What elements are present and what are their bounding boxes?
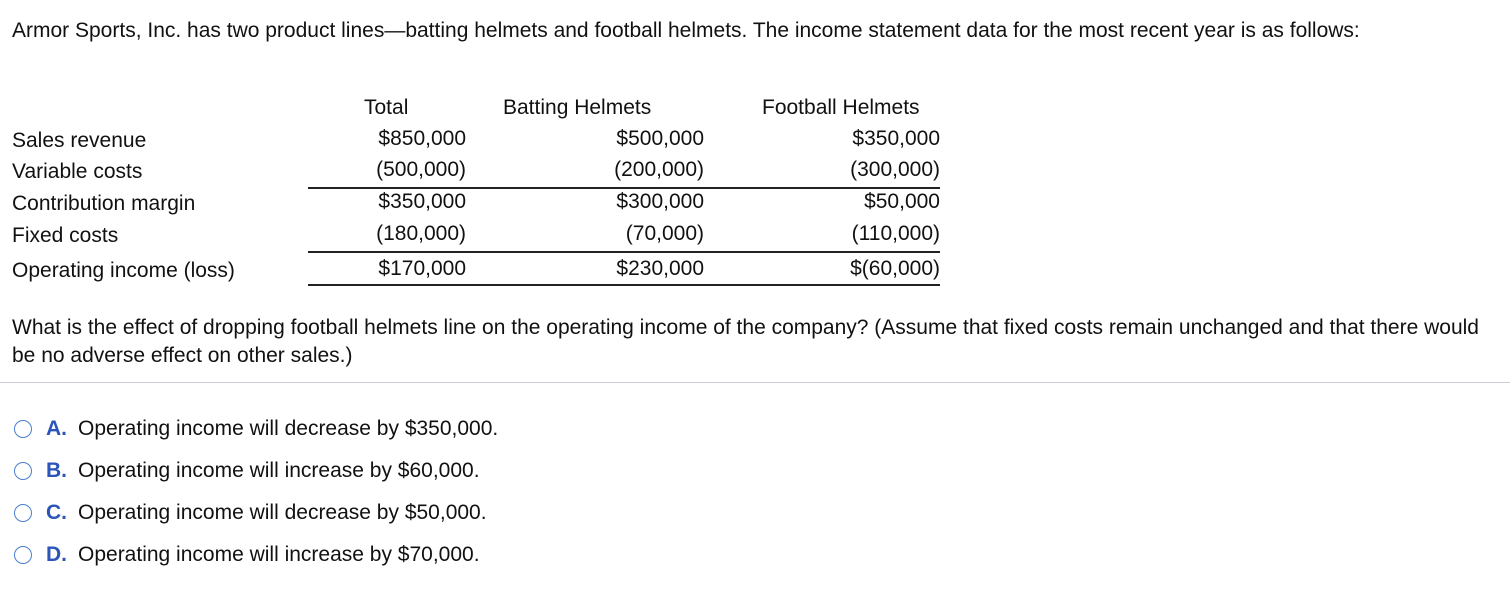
row-label: Sales revenue bbox=[12, 129, 147, 152]
option-text: Operating income will decrease by $50,000. bbox=[78, 501, 487, 524]
option-c[interactable] bbox=[14, 492, 814, 534]
answer-options bbox=[14, 408, 814, 576]
option-letter: A. bbox=[46, 417, 67, 440]
subtotal-rule bbox=[308, 251, 940, 253]
cell-total: (500,000) bbox=[376, 158, 466, 181]
option-letter: C. bbox=[46, 501, 67, 524]
problem-intro: Armor Sports, Inc. has two product lines—batting helmets and football helmets. The income statement data for the most recent year is as follows: bbox=[12, 19, 1360, 42]
total-rule bbox=[308, 284, 940, 286]
cell-batting: (200,000) bbox=[614, 158, 704, 181]
question-text: What is the effect of dropping football helmets line on the operating income of the company? (Assume that fixed costs remain unchanged and that there would be no adverse effect on other sales.) bbox=[12, 316, 1479, 367]
table-row bbox=[12, 190, 972, 220]
cell-batting: (70,000) bbox=[625, 222, 704, 245]
row-label: Contribution margin bbox=[12, 192, 196, 215]
subtotal-rule bbox=[308, 187, 940, 189]
cell-batting: $230,000 bbox=[616, 257, 704, 280]
header-batting-helmets: Batting Helmets bbox=[503, 96, 652, 119]
radio-button-icon[interactable] bbox=[14, 504, 32, 522]
cell-batting: $500,000 bbox=[616, 127, 704, 150]
row-label: Operating income (loss) bbox=[12, 259, 235, 282]
option-text: Operating income will increase by $70,000. bbox=[78, 543, 480, 566]
table-row bbox=[12, 257, 972, 287]
radio-button-icon[interactable] bbox=[14, 546, 32, 564]
row-label: Fixed costs bbox=[12, 224, 119, 247]
row-label: Variable costs bbox=[12, 160, 143, 183]
cell-total: $170,000 bbox=[378, 257, 466, 280]
table-row bbox=[12, 158, 972, 188]
option-d[interactable] bbox=[14, 534, 814, 576]
option-b[interactable] bbox=[14, 450, 814, 492]
header-football-helmets: Football Helmets bbox=[762, 96, 920, 119]
radio-button-icon[interactable] bbox=[14, 420, 32, 438]
table-row bbox=[12, 127, 972, 157]
table-row bbox=[12, 222, 972, 252]
section-divider bbox=[0, 382, 1510, 383]
cell-football: $350,000 bbox=[852, 127, 940, 150]
cell-football: (300,000) bbox=[850, 158, 940, 181]
option-letter: D. bbox=[46, 543, 67, 566]
cell-football: $(60,000) bbox=[850, 257, 940, 280]
option-text: Operating income will increase by $60,000. bbox=[78, 459, 480, 482]
cell-total: (180,000) bbox=[376, 222, 466, 245]
table-header-row bbox=[12, 96, 972, 126]
cell-batting: $300,000 bbox=[616, 190, 704, 213]
option-a[interactable] bbox=[14, 408, 814, 450]
cell-football: $50,000 bbox=[864, 190, 940, 213]
option-text: Operating income will decrease by $350,000. bbox=[78, 417, 499, 440]
header-total: Total bbox=[364, 96, 409, 119]
option-letter: B. bbox=[46, 459, 67, 482]
cell-total: $850,000 bbox=[378, 127, 466, 150]
radio-button-icon[interactable] bbox=[14, 462, 32, 480]
cell-football: (110,000) bbox=[851, 222, 940, 245]
cell-total: $350,000 bbox=[378, 190, 466, 213]
